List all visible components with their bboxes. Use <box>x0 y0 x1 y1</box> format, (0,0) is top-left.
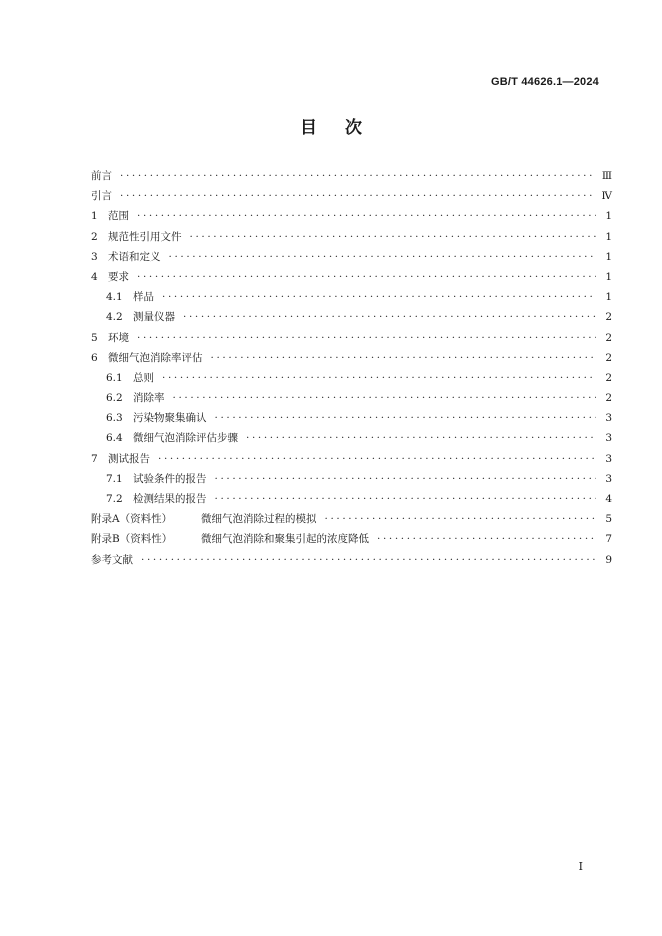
toc-entry-title: 规范性引用文件 <box>108 230 182 243</box>
toc-entry-3[interactable] <box>91 247 612 267</box>
leader-dots <box>246 428 596 448</box>
toc-entry-4-1[interactable] <box>91 287 612 307</box>
toc-entry-title: 参考文献 <box>91 553 133 566</box>
leader-dots <box>215 469 597 489</box>
toc-entry-title: 微细气泡消除过程的模拟 <box>201 513 317 526</box>
leader-dots <box>137 328 596 348</box>
leader-dots <box>211 348 597 368</box>
toc-entry-page: 5 <box>605 513 612 526</box>
toc-entry-page: 3 <box>605 472 612 485</box>
leader-dots <box>120 166 596 186</box>
toc-entry-4[interactable] <box>91 267 612 287</box>
toc-entry-1[interactable] <box>91 206 612 226</box>
leader-dots <box>141 550 596 570</box>
toc-entry-title: 环境 <box>108 331 129 344</box>
leader-dots <box>215 408 597 428</box>
toc-entry-title: 微细气泡消除和聚集引起的浓度降低 <box>201 533 369 546</box>
toc-entry-number: 7.2 <box>106 493 123 505</box>
toc-entry-page: 7 <box>605 533 612 546</box>
toc-entry-title: 测量仪器 <box>133 311 175 324</box>
toc-entry-number: 4.1 <box>106 291 123 304</box>
toc-entry-page: Ⅳ <box>601 190 612 203</box>
toc-entry-page: 1 <box>605 291 612 304</box>
toc-entry-number: 6.2 <box>106 392 123 405</box>
toc-entry-page: 1 <box>605 270 612 283</box>
toc-entry-number: 5 <box>91 331 98 344</box>
toc-entry-page: 3 <box>605 452 612 465</box>
toc-entry-title: 要求 <box>108 270 129 283</box>
toc-entry-page: 1 <box>605 250 612 263</box>
toc-entry-7-1[interactable] <box>91 469 612 489</box>
toc-entry-page: 2 <box>605 371 612 384</box>
toc-entry-number: 6.4 <box>106 432 123 445</box>
document-code: GB/T 44626.1—2024 <box>491 76 599 88</box>
toc-entry-title: 微细气泡消除评估步骤 <box>133 432 238 445</box>
toc-entry-number: 4.2 <box>106 311 123 324</box>
toc-entry-title: 前言 <box>91 170 112 182</box>
leader-dots <box>325 509 597 529</box>
toc-entry-page: Ⅲ <box>601 170 612 182</box>
page-title: 目次 <box>300 118 390 138</box>
toc-entry-page: 1 <box>605 210 612 223</box>
toc-entry-page: 3 <box>605 412 612 425</box>
leader-dots <box>183 307 596 327</box>
toc-entry-title: 污染物聚集确认 <box>133 412 207 425</box>
toc-entry-page: 2 <box>605 351 612 364</box>
toc-entry-title: 微细气泡消除率评估 <box>108 351 203 364</box>
toc-entry-foreword[interactable] <box>91 166 612 186</box>
toc-entry-number: 6 <box>91 351 98 364</box>
toc-entry-title: 总则 <box>133 371 154 384</box>
toc-entry-6-2[interactable] <box>91 388 612 408</box>
leader-dots <box>158 449 596 469</box>
toc-entry-5[interactable] <box>91 328 612 348</box>
table-of-contents <box>91 166 612 570</box>
toc-entry-7-2[interactable] <box>91 489 612 509</box>
leader-dots <box>173 388 597 408</box>
toc-entry-2[interactable] <box>91 227 612 247</box>
toc-entry-title: 试验条件的报告 <box>133 472 207 485</box>
toc-entry-references[interactable] <box>91 550 612 570</box>
toc-entry-appendix-b[interactable] <box>91 529 612 549</box>
toc-entry-6[interactable] <box>91 348 612 368</box>
toc-entry-7[interactable] <box>91 449 612 469</box>
page-number: I <box>578 860 583 873</box>
toc-entry-appendix-a[interactable] <box>91 509 612 529</box>
toc-entry-page: 9 <box>605 553 612 566</box>
toc-entry-page: 3 <box>605 432 612 445</box>
toc-entry-title: 术语和定义 <box>108 250 161 263</box>
toc-entry-6-1[interactable] <box>91 368 612 388</box>
toc-entry-page: 2 <box>605 311 612 324</box>
toc-entry-page: 1 <box>605 230 612 243</box>
toc-entry-number: 3 <box>91 250 98 263</box>
toc-entry-number: 7.1 <box>106 472 123 485</box>
leader-dots <box>169 247 597 267</box>
toc-entry-title: 测试报告 <box>108 452 150 465</box>
toc-entry-number: 附录A（资料性） <box>91 513 173 526</box>
leader-dots <box>137 267 596 287</box>
leader-dots <box>215 489 597 509</box>
toc-entry-title: 样品 <box>133 291 154 304</box>
toc-entry-number: 7 <box>91 452 98 465</box>
toc-entry-6-4[interactable] <box>91 428 612 448</box>
toc-entry-page: 2 <box>605 331 612 344</box>
toc-entry-title: 检测结果的报告 <box>133 493 207 505</box>
toc-entry-title: 范围 <box>108 210 129 223</box>
leader-dots <box>190 227 597 247</box>
leader-dots <box>120 186 596 206</box>
toc-entry-page: 2 <box>605 392 612 405</box>
leader-dots <box>162 368 596 388</box>
leader-dots <box>137 206 596 226</box>
toc-entry-number: 6.1 <box>106 371 123 384</box>
toc-entry-number: 1 <box>91 210 98 223</box>
toc-entry-4-2[interactable] <box>91 307 612 327</box>
toc-entry-number: 2 <box>91 230 98 243</box>
toc-entry-number: 附录B（资料性） <box>91 533 173 546</box>
toc-entry-number: 4 <box>91 270 98 283</box>
toc-entry-page: 4 <box>605 493 612 505</box>
toc-entry-number: 6.3 <box>106 412 123 425</box>
leader-dots <box>162 287 596 307</box>
leader-dots <box>377 529 596 549</box>
toc-entry-title: 消除率 <box>133 392 165 405</box>
toc-entry-introduction[interactable] <box>91 186 612 206</box>
toc-entry-title: 引言 <box>91 190 112 203</box>
toc-entry-6-3[interactable] <box>91 408 612 428</box>
